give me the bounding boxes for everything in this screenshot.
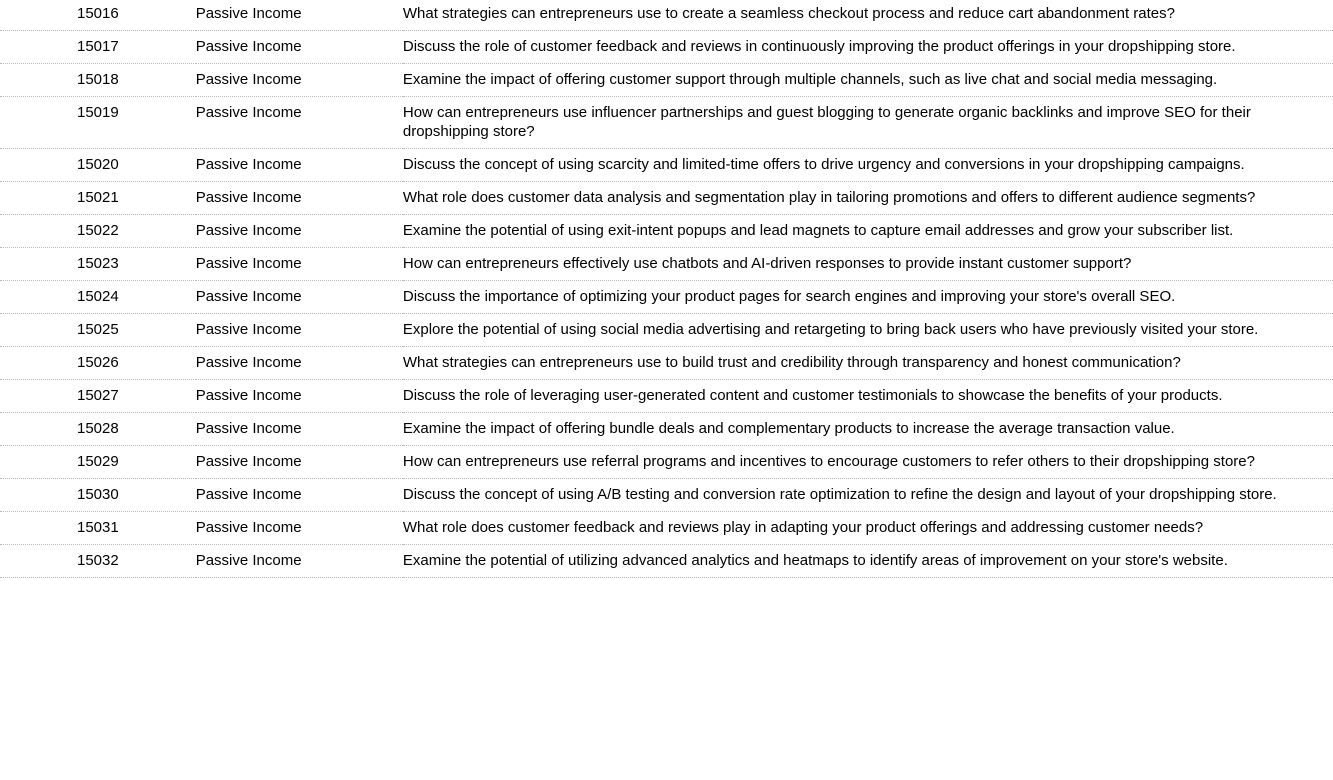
cell-id: 15025 xyxy=(76,321,119,338)
cell-id: 15017 xyxy=(76,38,119,55)
table-row xyxy=(0,64,1333,97)
table-row xyxy=(0,149,1333,182)
cell-id: 15032 xyxy=(76,552,119,569)
cell-id: 15026 xyxy=(76,354,119,371)
cell-id: 15027 xyxy=(76,387,119,404)
cell-prompt: Discuss the concept of using scarcity and limited-time offers to drive urgency and conversions in your dropshipping campaigns. xyxy=(402,156,1245,173)
table-row xyxy=(0,281,1333,314)
cell-category: Passive Income xyxy=(195,222,302,239)
table-row xyxy=(0,182,1333,215)
cell-prompt: What strategies can entrepreneurs use to build trust and credibility through transparency and honest communication? xyxy=(402,354,1181,371)
cell-id: 15030 xyxy=(76,486,119,503)
cell-category: Passive Income xyxy=(195,387,302,404)
table-row xyxy=(0,446,1333,479)
cell-prompt: Explore the potential of using social media advertising and retargeting to bring back users who have previously visited your store. xyxy=(402,321,1259,338)
cell-id: 15029 xyxy=(76,453,119,470)
cell-category: Passive Income xyxy=(195,71,302,88)
cell-category: Passive Income xyxy=(195,288,302,305)
cell-category: Passive Income xyxy=(195,255,302,272)
table-row xyxy=(0,248,1333,281)
cell-id: 15021 xyxy=(76,189,119,206)
cell-prompt: What role does customer data analysis and segmentation play in tailoring promotions and offers to different audience segments? xyxy=(402,189,1256,206)
cell-id: 15018 xyxy=(76,71,119,88)
cell-id: 15031 xyxy=(76,519,119,536)
cell-category: Passive Income xyxy=(195,453,302,470)
cell-prompt: Examine the impact of offering customer support through multiple channels, such as live chat and social media messaging. xyxy=(402,71,1218,88)
cell-prompt: What strategies can entrepreneurs use to create a seamless checkout process and reduce cart abandonment rates? xyxy=(402,5,1175,22)
table-row xyxy=(0,413,1333,446)
cell-prompt: Examine the potential of using exit-intent popups and lead magnets to capture email addresses and grow your subscriber list. xyxy=(402,222,1234,239)
table-row xyxy=(0,31,1333,64)
cell-prompt: How can entrepreneurs use referral programs and incentives to encourage customers to refer others to their dropshipping store? xyxy=(402,453,1255,470)
cell-category: Passive Income xyxy=(195,519,302,536)
table-row xyxy=(0,380,1333,413)
cell-prompt: Discuss the importance of optimizing your product pages for search engines and improving your store's overall SEO. xyxy=(402,288,1176,305)
cell-prompt: Examine the impact of offering bundle deals and complementary products to increase the average transaction value. xyxy=(402,420,1175,437)
cell-id: 15023 xyxy=(76,255,119,272)
cell-category: Passive Income xyxy=(195,156,302,173)
cell-category: Passive Income xyxy=(195,354,302,371)
cell-prompt: Discuss the role of customer feedback and reviews in continuously improving the product offerings in your dropshipping store. xyxy=(402,38,1236,55)
cell-prompt: Discuss the role of leveraging user-generated content and customer testimonials to showcase the benefits of your products. xyxy=(402,387,1223,404)
cell-id: 15016 xyxy=(76,5,119,22)
cell-category: Passive Income xyxy=(195,321,302,338)
table-row xyxy=(0,545,1333,578)
cell-prompt: Discuss the concept of using A/B testing and conversion rate optimization to refine the design and layout of your dropshipping store. xyxy=(402,486,1277,503)
cell-category: Passive Income xyxy=(195,420,302,437)
cell-prompt: How can entrepreneurs use influencer partnerships and guest blogging to generate organic backlinks and improve SEO for their dropshipping store? xyxy=(402,104,1251,140)
cell-id: 15020 xyxy=(76,156,119,173)
table-row xyxy=(0,215,1333,248)
table-row xyxy=(0,97,1333,149)
cell-category: Passive Income xyxy=(195,38,302,55)
table-row xyxy=(0,0,1333,31)
cell-prompt: What role does customer feedback and reviews play in adapting your product offerings and addressing customer needs? xyxy=(402,519,1204,536)
cell-category: Passive Income xyxy=(195,5,302,22)
cell-prompt: Examine the potential of utilizing advanced analytics and heatmaps to identify areas of improvement on your store's website. xyxy=(402,552,1228,569)
cell-category: Passive Income xyxy=(195,104,302,121)
cell-id: 15022 xyxy=(76,222,119,239)
cell-id: 15019 xyxy=(76,104,119,121)
table-row xyxy=(0,479,1333,512)
table-row xyxy=(0,512,1333,545)
cell-category: Passive Income xyxy=(195,552,302,569)
table-row xyxy=(0,347,1333,380)
cell-category: Passive Income xyxy=(195,486,302,503)
cell-id: 15028 xyxy=(76,420,119,437)
cell-category: Passive Income xyxy=(195,189,302,206)
cell-id: 15024 xyxy=(76,288,119,305)
cell-prompt: How can entrepreneurs effectively use chatbots and AI-driven responses to provide instant customer support? xyxy=(402,255,1132,272)
table-row xyxy=(0,314,1333,347)
